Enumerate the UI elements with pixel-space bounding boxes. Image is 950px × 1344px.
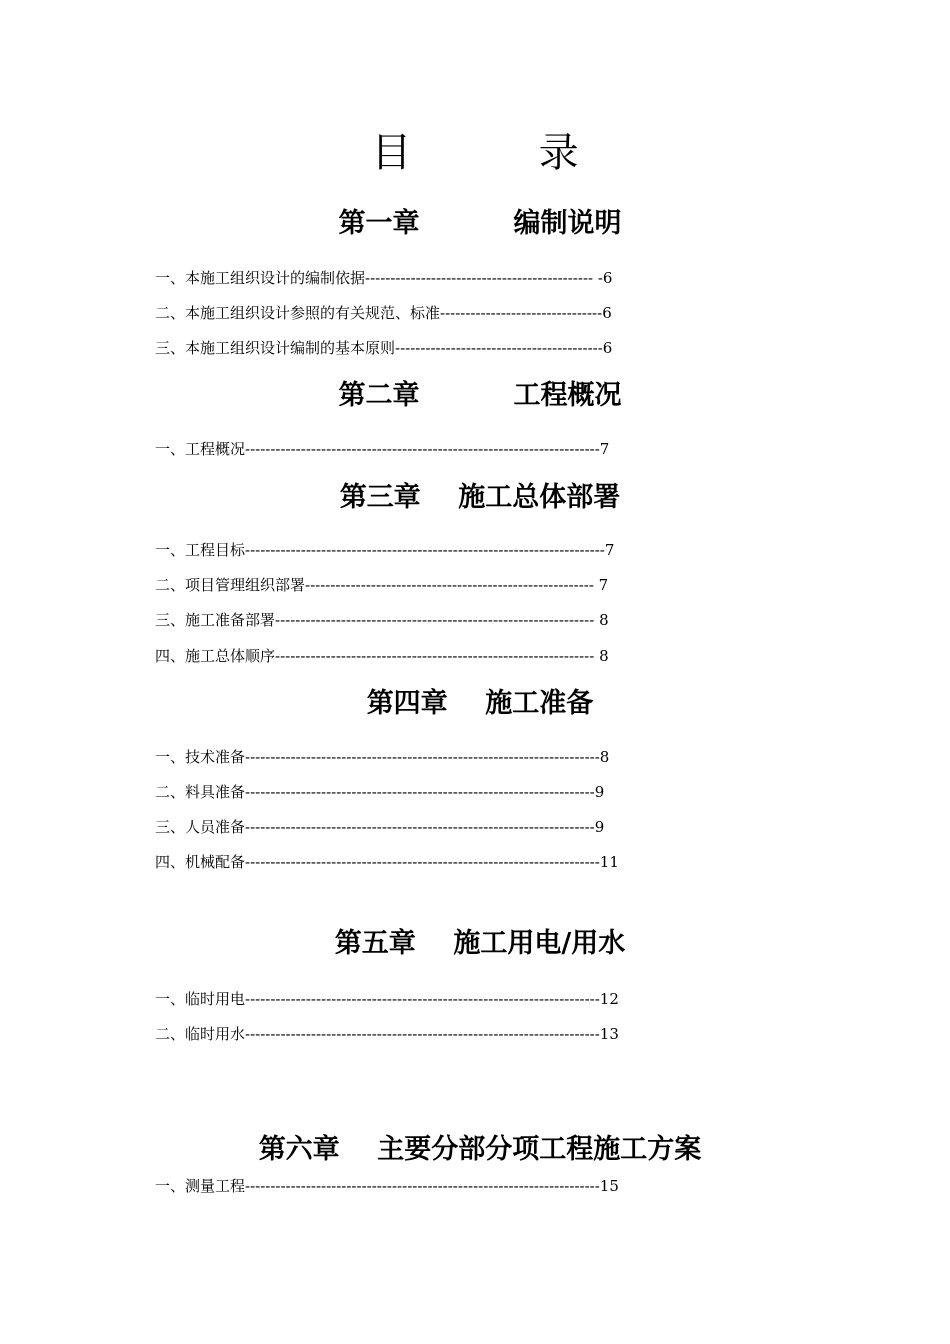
page-title: 目 录	[371, 130, 579, 176]
toc-entry[interactable]: 二、临时用水----------------------------------------------------------------------13	[155, 1025, 619, 1043]
toc-entry[interactable]: 一、工程概况----------------------------------------------------------------------7	[155, 440, 610, 458]
toc-entry[interactable]: 三、本施工组织设计编制的基本原则-----------------------------------------6	[155, 339, 613, 357]
toc-entry[interactable]: 二、项目管理组织部署--------------------------------------------------------- 7	[155, 576, 609, 594]
toc-entry[interactable]: 一、工程目标-----------------------------------------------------------------------7	[155, 541, 615, 559]
toc-entry[interactable]: 一、技术准备----------------------------------------------------------------------8	[155, 748, 610, 766]
toc-entry[interactable]: 四、机械配备----------------------------------------------------------------------11	[155, 853, 619, 871]
toc-entry[interactable]: 二、本施工组织设计参照的有关规范、标准--------------------------------6	[155, 304, 612, 322]
toc-entry[interactable]: 一、测量工程----------------------------------------------------------------------15	[155, 1177, 619, 1195]
chapter-heading: 第五章 施工用电/用水	[334, 928, 626, 959]
toc-entry[interactable]: 三、人员准备---------------------------------------------------------------------9	[155, 818, 605, 836]
chapter-heading: 第三章 施工总体部署	[339, 482, 621, 513]
toc-entry[interactable]: 四、施工总体顺序--------------------------------------------------------------- 8	[155, 647, 609, 665]
toc-entry[interactable]: 二、料具准备---------------------------------------------------------------------9	[155, 783, 605, 801]
chapter-heading: 第一章 编制说明	[338, 208, 622, 239]
chapter-heading: 第六章 主要分部分项工程施工方案	[258, 1134, 702, 1165]
chapter-heading: 第二章 工程概况	[338, 380, 622, 411]
toc-entry[interactable]: 一、临时用电----------------------------------------------------------------------12	[155, 990, 619, 1008]
chapter-heading: 第四章 施工准备	[366, 688, 594, 719]
toc-entry[interactable]: 三、施工准备部署--------------------------------------------------------------- 8	[155, 611, 609, 629]
toc-entry[interactable]: 一、本施工组织设计的编制依据--------------------------------------------- -6	[155, 269, 613, 287]
